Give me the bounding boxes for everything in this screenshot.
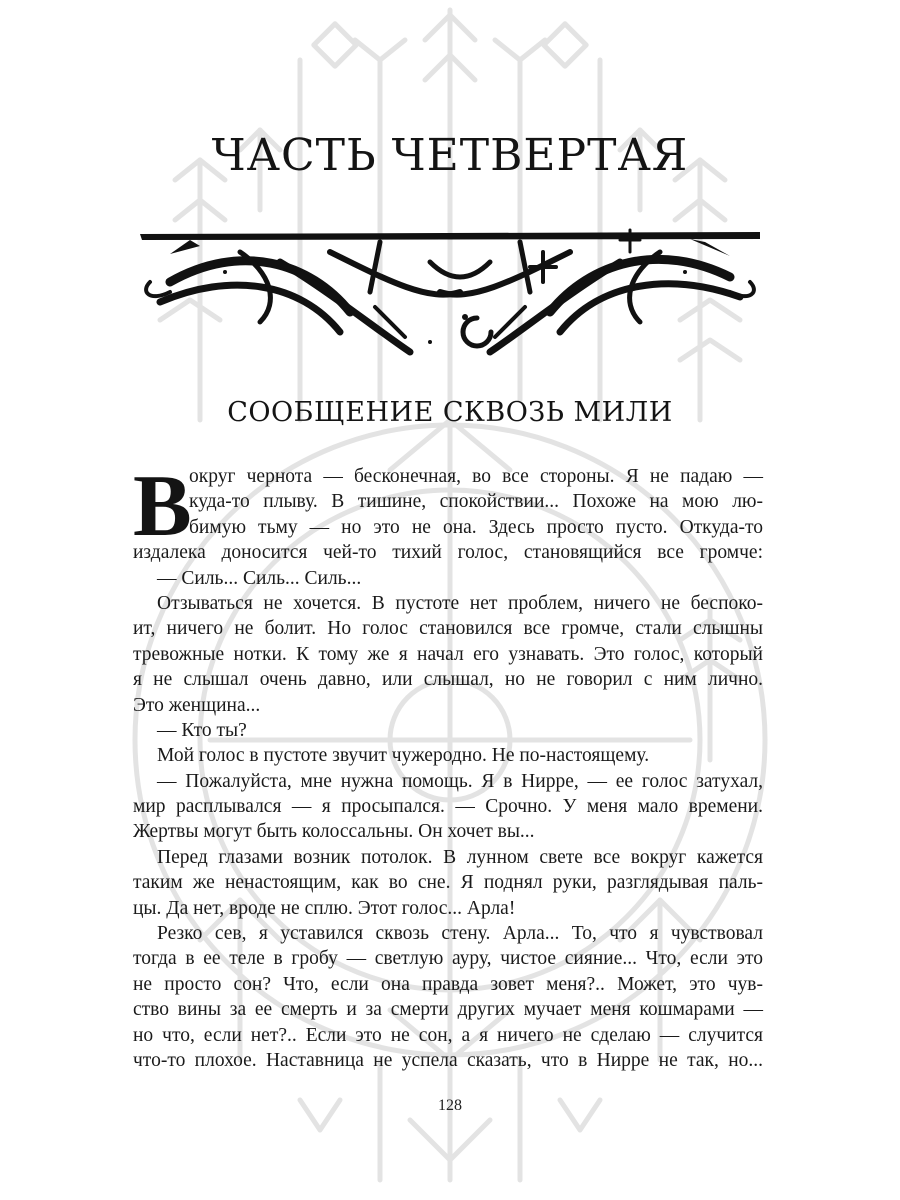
text-line: бимую тьму — но это не она. Здесь просто пусто. Откуда-то <box>189 516 763 538</box>
text-line: Резко сев, я уставился сквозь стену. Арла... То, что я чувствовал <box>157 923 763 945</box>
text-line: не просто сон? Что, если она правда зовет меня?.. Может, это чув- <box>133 973 763 995</box>
text-line: ство вины за ее смерть и за смерти других мучает меня кошмарами — <box>133 999 763 1021</box>
text-line: округ чернота — бесконечная, во все стороны. Я не падаю — <box>189 466 763 487</box>
text-line: тревожные нотки. К тому же я начал его узнавать. Это голос, который <box>133 643 763 665</box>
text-line: тогда в ее теле в гробу — светлую ауру, чистое сияние... Что, если это <box>133 948 763 970</box>
text-line: ит, ничего не болит. Но голос становился все громче, стали слышны <box>133 618 763 640</box>
text-line: Перед глазами возник потолок. В лунном свете все вокруг кажется <box>157 846 763 868</box>
text-line: Мой голос в пустоте звучит чужеродно. Не по-настоящему. <box>157 745 650 767</box>
text-line: но что, если нет?.. Если это не сон, а я ничего не сделаю — случится <box>133 1024 763 1046</box>
text-line: куда-то плыву. В тишине, спокойствии... Похоже на мою лю- <box>189 491 763 513</box>
text-line: Отзываться не хочется. В пустоте нет проблем, ничего не беспоко- <box>157 592 763 614</box>
text-line: Жертвы могут быть колоссальны. Он хочет вы... <box>133 821 535 843</box>
text-line: Это женщина... <box>133 694 261 716</box>
chapter-title: СООБЩЕНИЕ СКВОЗЬ МИЛИ <box>227 397 673 428</box>
text-line: — Пожалуйста, мне нужна помощь. Я в Нирре, — ее голос затухал, <box>157 770 763 792</box>
text-line: — Кто ты? <box>157 719 247 741</box>
drop-cap: В <box>133 458 192 555</box>
text-line: — Силь... Силь... Силь... <box>157 567 362 589</box>
page-number: 128 <box>438 1097 462 1114</box>
thorn-ornament-divider <box>130 222 770 362</box>
text-line: что-то плохое. Наставница не успела сказать, что в Нирре не так, но... <box>133 1049 763 1071</box>
body-text <box>133 458 763 1073</box>
text-line: цы. Да нет, вроде не сплю. Этот голос... Арла! <box>133 897 516 919</box>
text-line: издалека доносится чей-то тихий голос, становящийся все громче: <box>133 542 763 564</box>
text-line: мир расплывался — я просыпался. — Срочно. У меня мало времени. <box>133 796 763 818</box>
text-line: таким же ненастоящим, как во сне. Я поднял руки, разглядывая паль- <box>133 872 763 894</box>
part-title: ЧАСТЬ ЧЕТВЕРТАЯ <box>211 130 689 181</box>
text-line: я не слышал очень давно, или слышал, но не говорил с ним лично. <box>133 669 763 691</box>
